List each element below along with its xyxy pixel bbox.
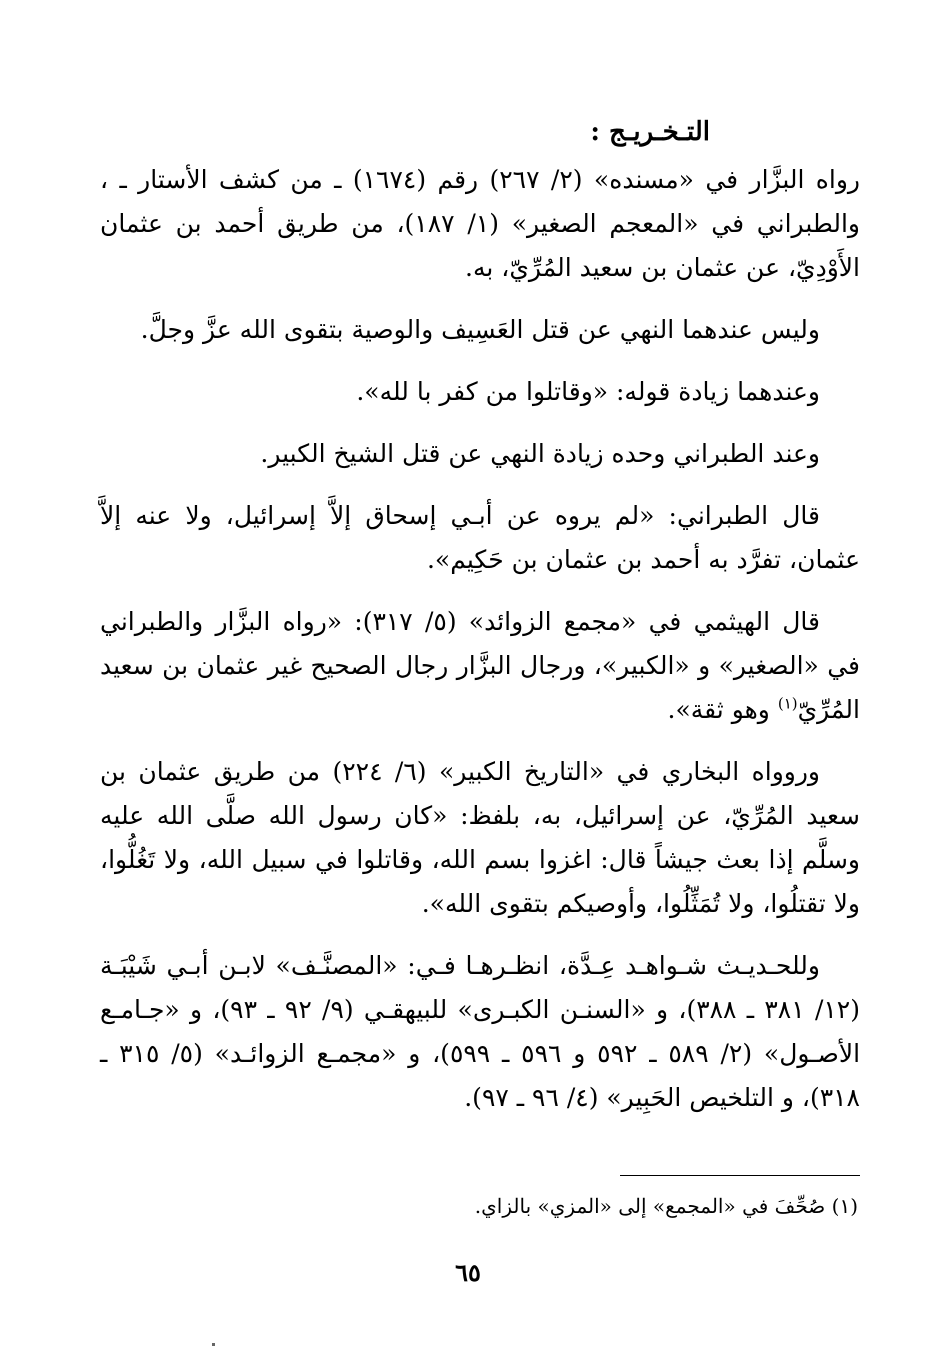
section-heading: التـخـريـج : xyxy=(590,117,710,147)
paragraph-5: قال الطبراني: «لم يروه عن أبـي إسحاق إلاَّ إسرائيل، ولا عنه إلاَّ عثمان، تفرَّد به أحمد بن عثمان بن حَكِيم». xyxy=(100,501,860,574)
paragraph-haythami xyxy=(100,600,860,732)
paragraph-7: وللحـديـث شـواهـد عِـدَّة، انظـرهـا فـي: «المصنَّـف» لابـن أبـي شَيْبَـة (١٢/ ٣٨١ ـ ٣٨٨)، و «السنـن الكبـرى» للبيهقـي (٩/ ٩٢ ـ ٩٣)، و «جـامـع الأصـول» (٢/ ٥٨٩ ـ ٥٩٢ و ٥٩٦ ـ ٥٩٩)، و «مجمـع الزوائـد» (٥/ ٣١٥ ـ ٣١٨)، و التلخيص الحَبِير» (٤/ ٩٦ ـ ٩٧). xyxy=(100,951,861,1112)
footnote-reference[interactable]: (١) xyxy=(777,694,798,713)
paragraph-1: رواه البزَّار في «مسنده» (٢/ ٢٦٧) رقم (١٦٧٤) ـ من كشف الأستار ـ ، والطبراني في «المعجم الصغير» (١/ ١٨٧)، من طريق أحمد بن عثمان الأَوْدِيّ، عن عثمان بن سعيد المُرِّيّ، به. xyxy=(100,165,861,282)
main-text xyxy=(100,112,860,1138)
haythami-text: قال الهيثمي في «مجمع الزوائد» (٥/ ٣١٧): «رواه البزَّار والطبراني في «الصغير» و «الكبير»، ورجال البزَّار رجال الصحيح غير عثمان بن سعيد المُرِّيّ xyxy=(100,607,860,724)
haythami-text-end: وهو ثقة». xyxy=(667,695,778,724)
footnote: (١) صُحِّفَ في «المجمع» إلى «المزي» بالزاي. xyxy=(474,1194,858,1218)
paragraph-3: وعندهما زيادة قوله: «وقاتلوا من كفر با لله». xyxy=(356,377,820,406)
paragraph-2: وليس عندهما النهي عن قتل العَسِيف والوصية بتقوى الله عزَّ وجلَّ. xyxy=(140,315,820,344)
scan-speck xyxy=(212,1343,215,1346)
page-number: ٦٥ xyxy=(455,1258,481,1287)
footnote-divider xyxy=(620,1175,860,1176)
paragraph-6: وروواه البخاري في «التاريخ الكبير» (٦/ ٢٢٤) من طريق عثمان بن سعيد المُرِّيّ، عن إسرائيل، به، بلفظ: «كان رسول الله صلَّى الله عليه وسلَّم إذا بعث جيشاً قال: اغزوا بسم الله، وقاتلوا في سبيل الله، ولا تَغُلُّوا، ولا تقتلُوا، ولا تُمَثِّلُوا، وأوصيكم بتقوى الله». xyxy=(100,757,860,918)
paragraph-4: وعند الطبراني وحده زيادة النهي عن قتل الشيخ الكبير. xyxy=(260,439,820,468)
